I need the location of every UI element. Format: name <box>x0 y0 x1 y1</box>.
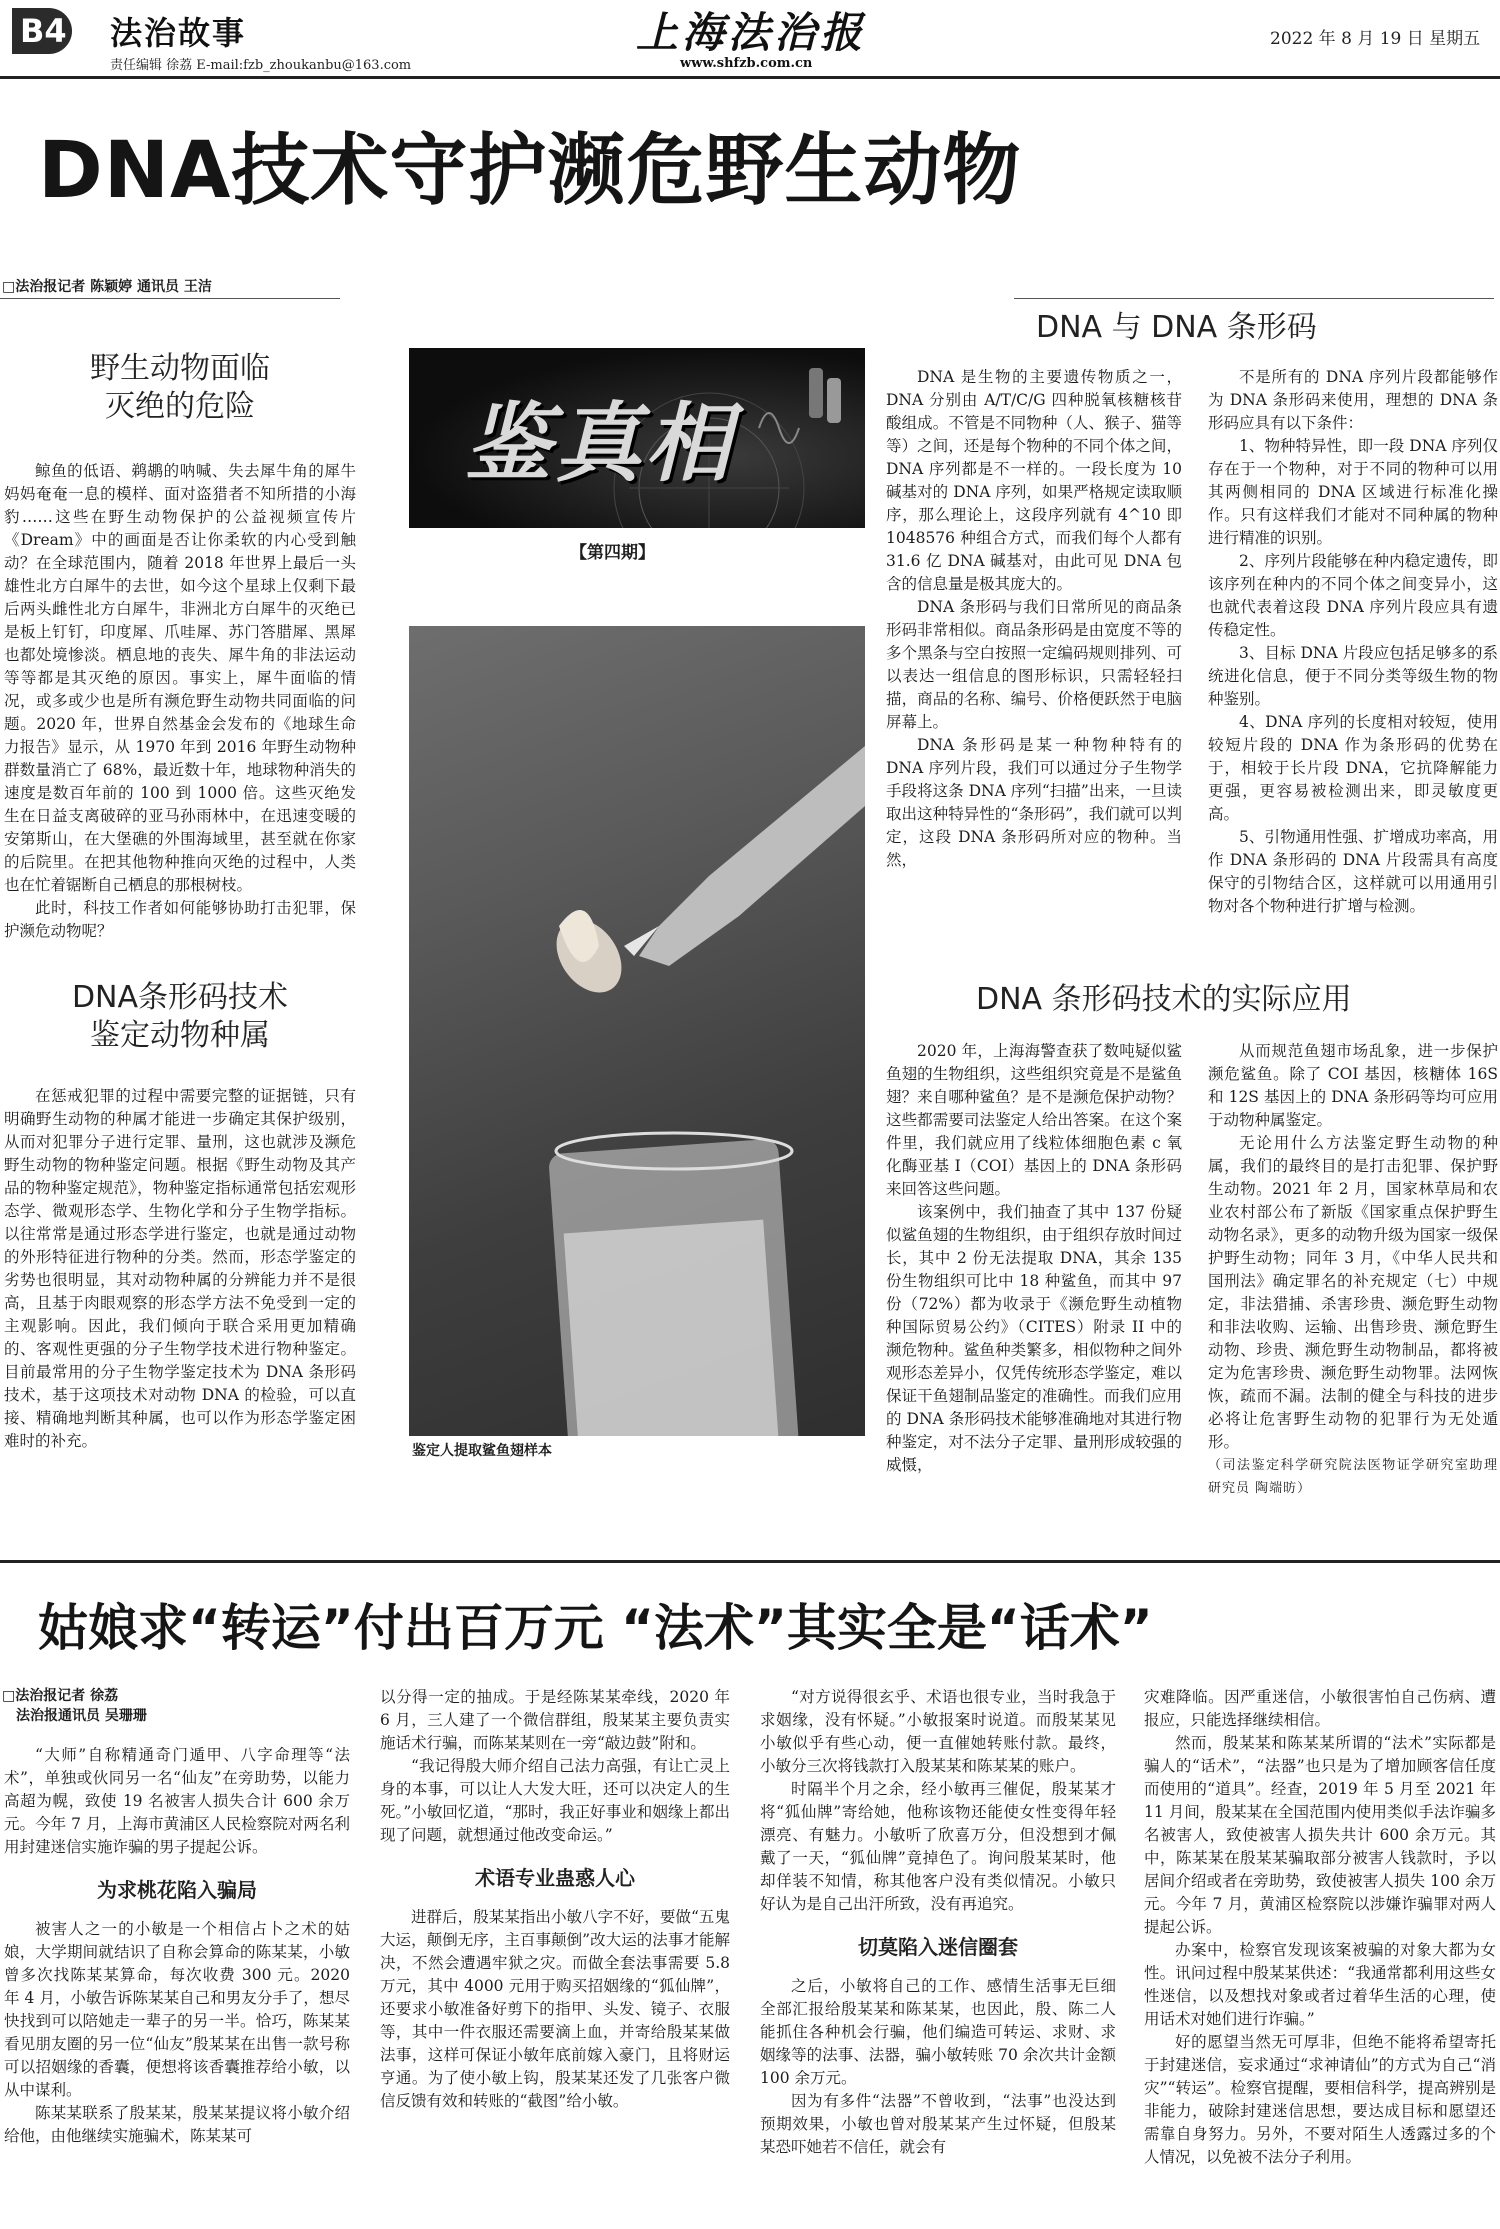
paragraph: 3、目标 DNA 片段应包括足够多的系统进化信息，便于不同分类等级生物的物种鉴别。 <box>1208 644 1498 708</box>
paragraph: 在惩戒犯罪的过程中需要完整的证据链，只有明确野生动物的种属才能进一步确定其保护级别，从而对犯罪分子进行定罪、量刑，这也就涉及濒危野生动物的物种鉴定问题。根据《野生动物及其产品的物种鉴定规范》，物种鉴定指标通常包括宏观形态学、微观形态学、生物化学和分子生物学指标。以往常常是通过形态学进行鉴定，也就是通过动物的外形特征进行物种的分类。然而，形态学鉴定的劣势也很明显，其对动物种属的分辨能力并不是很高，且基于肉眼观察的形态学方法不免受到一定的主观影响。因此，我们倾向于联合采用更加精确的、客观性更强的分子生物学技术进行物种鉴定。目前最常用的分子生物学鉴定技术为 DNA 条形码技术，基于这项技术对动物 DNA 的检验，可以直接、精确地判断其种属，也可以作为形态学鉴定困难时的补充。 <box>4 1087 356 1450</box>
paragraph: 好的愿望当然无可厚非，但绝不能将希望寄托于封建迷信，妄求通过“求神请仙”的方式为自己“消灾”“转运”。检察官提醒，要相信科学，提高辨别是非能力，破除封建迷信思想，要达成目标和愿望还需靠自身努力。另外，不要对陌生人透露过多的个人情况，以免被不法分子利用。 <box>1144 2033 1496 2166</box>
article2-column-1 <box>4 1744 350 2148</box>
subheading: 为求桃花陷入骗局 <box>97 1878 257 1902</box>
article2-column-4 <box>1144 1686 1496 2169</box>
header-rule <box>0 76 1500 79</box>
banner-title: 鉴真相 <box>465 394 735 494</box>
issue-date: 2022 年 8 月 19 日 星期五 <box>1270 29 1481 49</box>
paragraph: 鲸鱼的低语、鹈鹕的呐喊、失去犀牛角的犀牛妈妈奄奄一息的模样、面对盗猎者不知所措的小海豹……这些在野生动物保护的公益视频宣传片《Dream》中的画面是否让你柔软的内心受到触动？在全球范围内，随着 2018 年世界上最后一头雄性北方白犀牛的去世，如今这个星球上仅剩下最后两头雌性北方白犀牛，非洲北方白犀牛的灭绝已是板上钉钉，印度犀、爪哇犀、苏门答腊犀、黑犀也都处境惨淡。栖息地的丧失、犀牛角的非法运动等等都是其灭绝的原因。事实上，犀牛面临的情况，或多或少也是所有濒危野生动物共同面临的问题。2020 年，世界自然基金会发布的《地球生命力报告》显示，从 1970 年到 2016 年野生动物种群数量消亡了 68%，最近数十年，地球物种消失的速度是数百年前的 100 到 1000 倍。这些灭绝发生在日益支离破碎的亚马孙雨林中，在迅速变暖的安第斯山，在大堡礁的外围海域里，甚至就在你家的后院里。在把其他物种推向灭绝的过程中，人类也在忙着锯断自己栖息的那根树枝。 <box>4 462 356 894</box>
paragraph: 以分得一定的抽成。于是经陈某某牵线，2020 年 6 月，三人建了一个微信群组，殷某某主要负责实施话术行骗，而陈某某则在一旁“敲边鼓”附和。 <box>380 1688 730 1752</box>
article2-column-2 <box>380 1686 730 2113</box>
paragraph: 陈某某联系了殷某某，殷某某提议将小敏介绍给他，由他继续实施骗术，陈某某可 <box>4 2104 350 2145</box>
section1-body <box>4 460 356 943</box>
author-note: （司法鉴定科学研究院法医物证学研究室助理研究员 陶端昉） <box>1208 1458 1498 1496</box>
page-badge-label: B4 <box>20 12 67 50</box>
paragraph: 2、序列片段能够在种内稳定遗传，即该序列在种内的不同个体之间变异小，这也就代表着这段 DNA 序列片段应具有遗传稳定性。 <box>1208 552 1498 639</box>
paragraph: 此时，科技工作者如何能够协助打击犯罪，保护濒危动物呢？ <box>4 899 356 940</box>
article1-byline: □法治报记者 陈颖婷 通讯员 王洁 <box>2 279 212 295</box>
shark-fin-sample-image <box>409 626 865 1436</box>
section2-title: DNA条形码技术 鉴定动物种属 <box>71 980 289 1053</box>
paragraph: “对方说得很玄乎、术语也很专业，当时我急于求姻缘，没有怀疑。”小敏报案时说道。而殷某某见小敏似乎有些心动，便一直催她转账付款。最终，小敏分三次将钱款打入殷某某和陈某某的账户。 <box>760 1688 1116 1775</box>
photo-caption: 鉴定人提取鲨鱼翅样本 <box>412 1443 552 1459</box>
paragraph: 灾难降临。因严重迷信，小敏很害怕自己伤病、遭报应，只能选择继续相信。 <box>1144 1688 1496 1729</box>
article2-byline <box>2 1686 147 1726</box>
paragraph: 从而规范鱼翅市场乱象，进一步保护濒危鲨鱼。除了 COI 基因，核糖体 16S 和 12S 基因上的 DNA 条形码等均可应用于动物种属鉴定。 <box>1208 1042 1498 1129</box>
section3-title: DNA 与 DNA 条形码 <box>1036 310 1317 345</box>
section-title: 法治故事 <box>110 14 247 52</box>
byline-line: □法治报记者 徐荔 <box>2 1688 119 1704</box>
section4-title: DNA 条形码技术的实际应用 <box>976 982 1352 1017</box>
subheading: 切莫陷入迷信圈套 <box>858 1935 1018 1959</box>
section3-column-2 <box>1208 366 1498 918</box>
page-badge <box>12 8 72 54</box>
paragraph: 该案例中，我们抽查了其中 137 份疑似鲨鱼翅的生物组织，由于组织存放时间过长，其中 2 份无法提取 DNA，其余 135 份生物组织可比中 18 种鲨鱼，而其中 97 份（72%）都为收录于《濒危野生动植物种国际贸易公约》（CITES）附录 II 中的濒危物种。鲨鱼种类繁多，相似物种之间外观形态差异小，仅凭传统形态学鉴定，难以保证干鱼翅制品鉴定的准确性。而我们应用的 DNA 条形码技术能够准确地对其进行物种鉴定，对不法分子定罪、量刑形成较强的威慑， <box>886 1203 1182 1474</box>
byline-line: 法治报通讯员 吴珊珊 <box>16 1708 147 1724</box>
banner-issue: 【第四期】 <box>570 543 655 563</box>
paragraph: DNA 条形码与我们日常所见的商品条形码非常相似。商品条形码是由宽度不等的多个黑条与空白按照一定编码规则排列、可以表达一组信息的图形标识，只需轻轻扫描，商品的名称、编号、价格便跃然于电脑屏幕上。 <box>886 598 1182 731</box>
paragraph: 5、引物通用性强、扩增成功率高，用作 DNA 条形码的 DNA 片段需具有高度保守的引物结合区，这样就可以用通用引物对各个物种进行扩增与检测。 <box>1208 828 1498 915</box>
paragraph: 时隔半个月之余，经小敏再三催促，殷某某才将“狐仙牌”寄给她，他称该物还能使女性变得年轻漂亮、有魅力。小敏听了欣喜万分，但没想到才佩戴了一天，“狐仙牌”竟掉色了。询问殷某某时，他却佯装不知情，称其他客户没有类似情况。小敏只好认为是自己出汗所致，没有再追究。 <box>760 1780 1116 1913</box>
paragraph: “我记得殷大师介绍自己法力高强，有让亡灵上身的本事，可以让人大发大旺，还可以决定人的生死。”小敏回忆道，“那时，我正好事业和姻缘上都出现了问题，就想通过他改变命运。” <box>380 1757 730 1844</box>
paragraph: 1、物种特异性，即一段 DNA 序列仅存在于一个物种，对于不同的物种可以用其两侧相同的 DNA 区域进行标准化操作。只有这样我们才能对不同种属的物种进行精准的识别。 <box>1208 437 1498 547</box>
paragraph: 之后，小敏将自己的工作、感情生活事无巨细全部汇报给殷某某和陈某某，也因此，殷、陈二人能抓住各种机会行骗，他们编造可转运、求财、求姻缘等的法事、法器，骗小敏转账 70 余次共计金额 100 余万元。 <box>760 1977 1116 2087</box>
editor-line: 责任编辑 徐荔 E-mail:fzb_zhoukanbu@163.com <box>110 58 412 73</box>
section3-column-1 <box>886 366 1182 872</box>
page-header <box>0 0 1500 78</box>
paragraph: DNA 条形码是某一种物种特有的 DNA 序列片段，我们可以通过分子生物学手段将这条 DNA 序列“扫描”出来，一旦读取出这种特异性的“条形码”，我们就可以判定，这段 DNA 条形码所对应的物种。当然， <box>886 736 1182 869</box>
section3-heading-rule <box>1014 298 1494 299</box>
article2-column-3 <box>760 1686 1116 2159</box>
article2-headline: 姑娘求“转运”付出百万元 “法术”其实全是“话术” <box>38 1599 1153 1657</box>
paragraph: 不是所有的 DNA 序列片段都能够作为 DNA 条形码来使用，理想的 DNA 条形码应具有以下条件： <box>1208 368 1498 432</box>
paragraph: 因为有多件“法器”不曾收到，“法事”也没达到预期效果，小敏也曾对殷某某产生过怀疑，但殷某某恐吓她若不信任，就会有 <box>760 2092 1116 2156</box>
article-divider <box>0 1560 1500 1563</box>
article1-headline: DNA技术守护濒危野生动物 <box>38 126 1022 216</box>
paragraph: DNA 是生物的主要遗传物质之一，DNA 分别由 A/T/C/G 四种脱氧核糖核苷酸组成。不管是不同物种（人、猴子、猫等等）之间，还是每个物种的不同个体之间，DNA 序列都是不一样的。一段长度为 10 碱基对的 DNA 序列，如果严格规定读取顺序，那么理论上，这段序列就有 4^10 即 1048576 种组合方式，而我们每个人都有 31.6 亿 DNA 碱基对，由此可见 DNA 包含的信息量是极其庞大的。 <box>886 368 1182 593</box>
paragraph: 无论用什么方法鉴定野生动物的种属，我们的最终目的是打击犯罪、保护野生动物。2021 年 2 月，国家林草局和农业农村部公布了新版《国家重点保护野生动物名录》，更多的动物升级为国家一级保护野生动物；同年 3 月，《中华人民共和国刑法》确定罪名的补充规定（七）中规定，非法猎捕、杀害珍贵、濒危野生动物和非法收购、运输、出售珍贵、濒危野生动物、珍贵、濒危野生动物制品，都将被定为危害珍贵、濒危野生动物罪。法网恢恢，疏而不漏。法制的健全与科技的进步必将让危害野生动物的犯罪行为无处遁形。 <box>1208 1134 1498 1451</box>
section2-body <box>4 1085 356 1453</box>
sample-photo <box>409 626 865 1436</box>
paper-name: 上海法治报 <box>636 8 867 57</box>
section1-title: 野生动物面临 灭绝的危险 <box>90 351 270 424</box>
paragraph: 4、DNA 序列的长度相对较短，使用较短片段的 DNA 作为条形码的优势在于，相较于长片段 DNA，它抗降解能力更强，更容易被检测出来，即灵敏度更高。 <box>1208 713 1498 823</box>
section4-column-1 <box>886 1040 1182 1477</box>
section4-column-2 <box>1208 1040 1498 1500</box>
article1-left-column <box>4 350 356 1453</box>
subheading: 术语专业蛊惑人心 <box>475 1866 635 1890</box>
byline-rule <box>0 298 340 299</box>
paragraph: 办案中，检察官发现该案被骗的对象大都为女性。讯问过程中殷某某供述：“我通常都利用这些女性迷信，以及想找对象或者过着华生活的心理，使用话术对她们进行诈骗。” <box>1144 1941 1496 2028</box>
paragraph: 被害人之一的小敏是一个相信占卜之术的姑娘，大学期间就结识了自称会算命的陈某某，小敏曾多次找陈某某算命，每次收费 300 元。2020 年 4 月，小敏告诉陈某某自己和男友分手了，想尽快找到可以陪她走一辈子的另一半。恰巧，陈某某看见朋友圈的另一位“仙友”殷某某在出售一款号称可以招姻缘的香囊，便想将该香囊推荐给小敏，以从中谋利。 <box>4 1920 350 2099</box>
column-banner <box>409 348 865 528</box>
website: www.shfzb.com.cn <box>680 56 813 71</box>
paragraph: “大师”自称精通奇门遁甲、八字命理等“法术”，单独或伙同另一名“仙友”在旁助势，以能力高超为幌，致使 19 名被害人损失合计 600 余万元。今年 7 月，上海市黄浦区人民检察院对两名利用封建迷信实施诈骗的男子提起公诉。 <box>4 1746 350 1856</box>
paragraph: 然而，殷某某和陈某某所谓的“法术”实际都是骗人的“话术”，“法器”也只是为了增加顾客信任度而使用的“道具”。经查，2019 年 5 月至 2021 年 11 月间，殷某某在全国范围内使用类似手法诈骗多名被害人，致使被害人损失共计 600 余万元。其中，陈某某在殷某某骗取部分被害人钱款时，予以居间介绍或者在旁助势，致使被害人损失 100 余万元。今年 7 月，黄浦区检察院以涉嫌诈骗罪对两人提起公诉。 <box>1144 1734 1496 1936</box>
paragraph: 进群后，殷某某指出小敏八字不好，要做“五鬼大运，颠倒无序，主百事颠倒”改大运的法事才能解决，不然会遭遇牢狱之灾。而做全套法事需要 5.8 万元，其中 4000 元用于购买招姻缘的“狐仙牌”，还要求小敏准备好剪下的指甲、头发、镜子、衣服等，其中一件衣服还需要滴上血，并寄给殷某某做法事，这样可保证小敏年底前嫁入豪门，且将财运亨通。为了使小敏上钩，殷某某还发了几张客户微信反馈有效和转账的“截图”给小敏。 <box>380 1908 730 2110</box>
paragraph: 2020 年，上海海警查获了数吨疑似鲨鱼翅的生物组织，这些组织究竟是不是鲨鱼翅？来自哪种鲨鱼？是不是濒危保护动物？这些都需要司法鉴定人给出答案。在这个案件里，我们就应用了线粒体细胞色素 c 氧化酶亚基 I（COI）基因上的 DNA 条形码来回答这些问题。 <box>886 1042 1182 1198</box>
